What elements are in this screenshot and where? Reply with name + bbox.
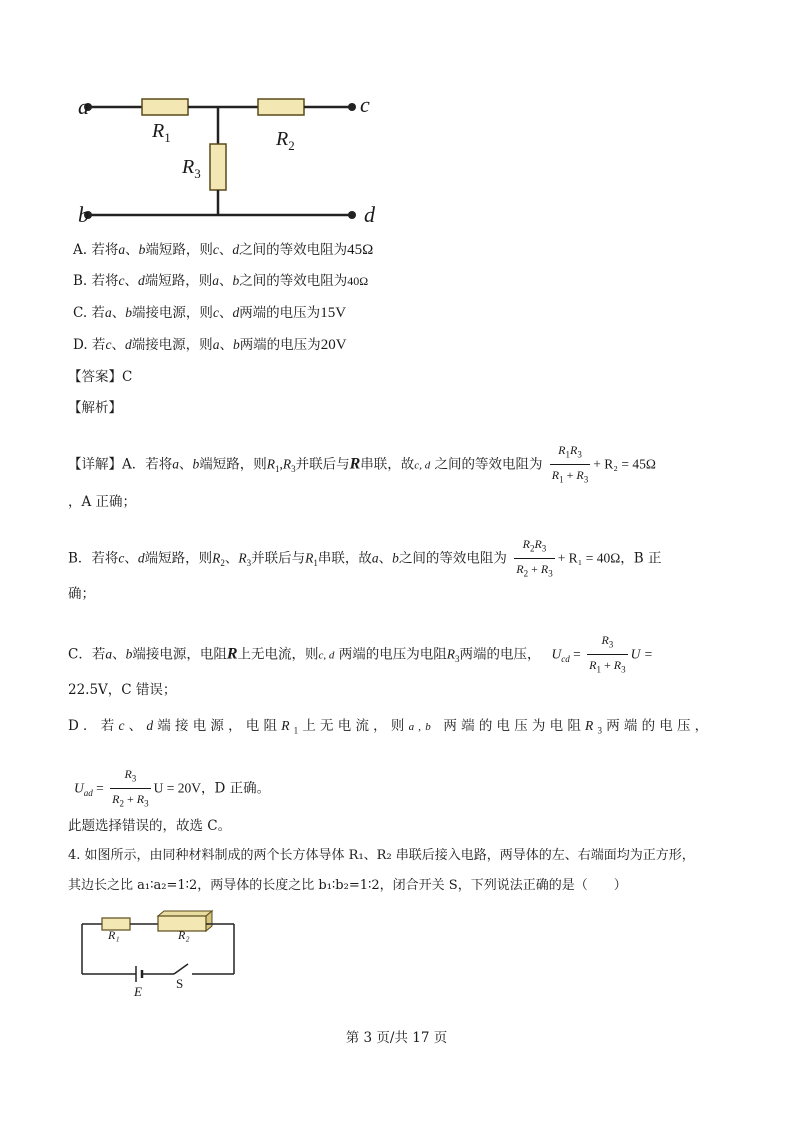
detail-a: 【详解】A．若将a、b端短路，则$R_1,R_3$并联后与R串联，故c, d 之间的等效电阻为 $\frac{R_1R_3}{R_1 + R_3}$ + R₂ = 45Ω bbox=[68, 440, 656, 490]
battery-label: E bbox=[134, 984, 142, 999]
option-b: B. 若将c、d端短路，则a、b之间的等效电阻为40Ω bbox=[73, 273, 369, 289]
r3-label: $R_3$ bbox=[182, 156, 201, 181]
page-footer: 第 3 页/共 17 页 bbox=[345, 1030, 448, 1046]
fraction-b: $\frac{R_2R_3}{R_2 + R_3}$ bbox=[514, 534, 554, 584]
r2-label: $R_2$ bbox=[276, 128, 295, 153]
analysis-label: 【解析】 bbox=[68, 400, 122, 416]
question4-line2: 其边长之比 a₁∶a₂=1∶2，两导体的长度之比 b₁∶b₂=1∶2，闭合开关 S，下列说法正确的是（ ） bbox=[68, 878, 627, 893]
option-d: D. 若c、d端接电源，则a、b两端的电压为20V bbox=[73, 337, 347, 353]
option-a: A. 若将a、b端短路，则c、d之间的等效电阻为45Ω bbox=[73, 242, 374, 258]
detail-c-end: 22.5V，C 错误； bbox=[68, 682, 177, 698]
node-a-label: a bbox=[78, 94, 89, 119]
conclusion: 此题选择错误的，故选 C。 bbox=[68, 818, 232, 834]
switch-label: S bbox=[176, 976, 184, 991]
node-d-label: d bbox=[364, 202, 375, 227]
resistor-r1 bbox=[142, 99, 188, 115]
detail-d: D．若c、d端接电源，电阻$R_1$上无电流，则a,b 两端的电压为电阻$R_3$两端的电压， bbox=[68, 718, 713, 736]
detail-d-eq: $U_{ad}$ = $\frac{R_3}{R_2 + R_3}$ U = 20V，D 正确。 bbox=[74, 764, 270, 814]
resistor-r3 bbox=[210, 144, 226, 190]
detail-b-end: 确； bbox=[68, 586, 95, 602]
node-c-label: c bbox=[360, 92, 370, 117]
answer-line: 【答案】C bbox=[68, 369, 133, 385]
detail-c: C．若a、b端接电源，电阻R上无电流，则c, d 两端的电压为电阻$R_3$两端的电压， $U_{cd}$ = $\frac{R_3}{R_1 + R_3}$ U = bbox=[68, 630, 653, 680]
r1-label: $R_1$ bbox=[152, 120, 171, 145]
circuit-diagram-2 bbox=[76, 906, 246, 986]
circuit2-r2-label: R₂ bbox=[178, 928, 190, 942]
circuit2-r1-label: R₁ bbox=[108, 928, 120, 942]
terminal-c bbox=[348, 103, 356, 111]
resistor-r2 bbox=[258, 99, 304, 115]
fraction-c: $\frac{R_3}{R_1 + R_3}$ bbox=[587, 630, 627, 680]
question4-line1: 4. 如图所示，由同种材料制成的两个长方体导体 R₁、R₂ 串联后接入电路，两导体的左、右端面均为正方形， bbox=[68, 848, 695, 863]
fraction-a: $\frac{R_1R_3}{R_1 + R_3}$ bbox=[550, 440, 590, 490]
option-c: C. 若a、b端接电源，则c、d两端的电压为15V bbox=[73, 305, 347, 321]
circuit-diagram-1 bbox=[70, 88, 390, 228]
detail-b: B．若将c、d端短路，则$R_2$、$R_3$并联后与$R_1$串联，故a、b之间的等效电阻为 $\frac{R_2R_3}{R_2 + R_3}$ + R₁ = 40Ω，B 正 bbox=[68, 534, 662, 584]
conductor-r2-top bbox=[158, 911, 212, 916]
detail-a-end: ，A 正确； bbox=[68, 494, 137, 510]
fraction-d: $\frac{R_3}{R_2 + R_3}$ bbox=[110, 764, 150, 814]
switch-lever bbox=[174, 964, 188, 974]
node-b-label: b bbox=[78, 202, 89, 227]
terminal-d bbox=[348, 211, 356, 219]
